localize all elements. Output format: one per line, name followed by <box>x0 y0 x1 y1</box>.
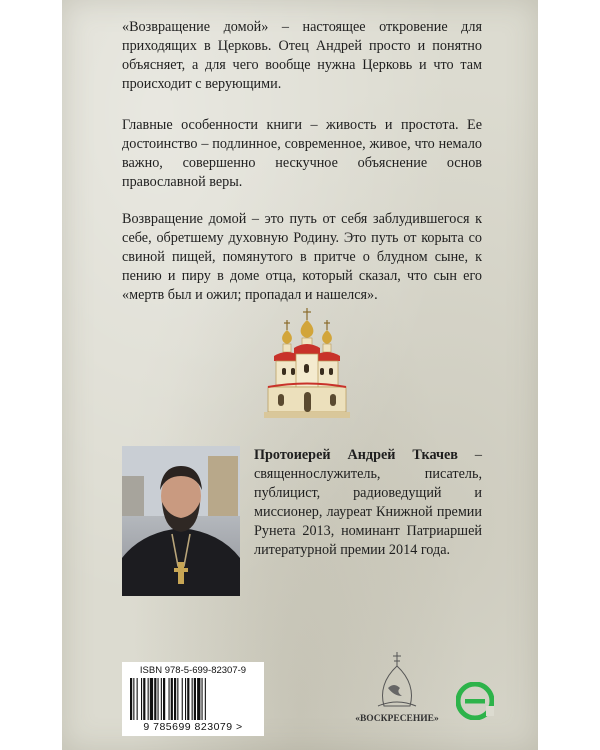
author-name: Протоиерей Андрей Ткачев <box>254 447 458 463</box>
barcode-bar <box>158 678 159 720</box>
author-photo <box>122 446 240 596</box>
eksmo-logo <box>456 682 494 720</box>
isbn-barcode <box>122 662 264 736</box>
barcode-bar <box>130 678 132 720</box>
barcode-bar <box>182 678 183 720</box>
barcode-bar <box>202 678 203 720</box>
barcode-bar <box>143 678 145 720</box>
barcode-bar <box>194 678 196 720</box>
isbn-text: ISBN 978-5-699-82307-9 <box>139 665 247 676</box>
barcode-bar <box>148 678 149 720</box>
barcode-bars <box>130 678 256 720</box>
description-paragraph-1: «Возвращение домой» – настоящее откровение для приходящих в Церковь. Отец Андрей просто и понятно объясняет, а для чего вообще нужна Церковь и что там происходит с верующими. <box>122 19 482 92</box>
barcode-digits: 9 785699 823079 > <box>143 721 243 733</box>
barcode-bar <box>161 678 162 720</box>
barcode-bar <box>163 678 165 720</box>
description-paragraph-3: Возвращение домой – это путь от себя заблудившегося к себе, обретшему духовную Родину. Это путь от корыта со свиной пищей, помянутого в притче о блудном сыне, к пению и пиру в доме отца, который сказал, что сын его «мертв был и ожил; пропадал и нашелся». <box>122 211 482 303</box>
barcode-bar <box>171 678 173 720</box>
barcode-bar <box>185 678 186 720</box>
priest-portrait-illustration <box>122 446 240 596</box>
barcode-bar <box>177 678 178 720</box>
church-illustration <box>264 306 350 420</box>
barcode-bar <box>205 678 206 720</box>
barcode-bar <box>150 678 153 720</box>
barcode-bar <box>141 678 142 720</box>
barcode-bar <box>133 678 134 720</box>
barcode-bar <box>174 678 176 720</box>
barcode-bar <box>197 678 200 720</box>
barcode-bar <box>169 678 170 720</box>
publisher-name: «ВОСКРЕСЕНИЕ» <box>355 714 439 724</box>
author-bio <box>254 446 482 560</box>
description-paragraph-2: Главные особенности книги – живость и простота. Ее достоинство – подлинное, современное, живое, что немало важно, совершенно нескучное объяснение основ православной веры. <box>122 117 482 190</box>
barcode-bar <box>154 678 156 720</box>
barcode-bar <box>192 678 193 720</box>
barcode-bar <box>187 678 189 720</box>
author-bio-text: – священнослужитель, писатель, публицист, радиоведущий и миссионер, лауреат Книжной премии Рунета 2013, номинант Патриаршей литературной премии 2014 года. <box>254 447 482 558</box>
barcode-bar <box>137 678 138 720</box>
